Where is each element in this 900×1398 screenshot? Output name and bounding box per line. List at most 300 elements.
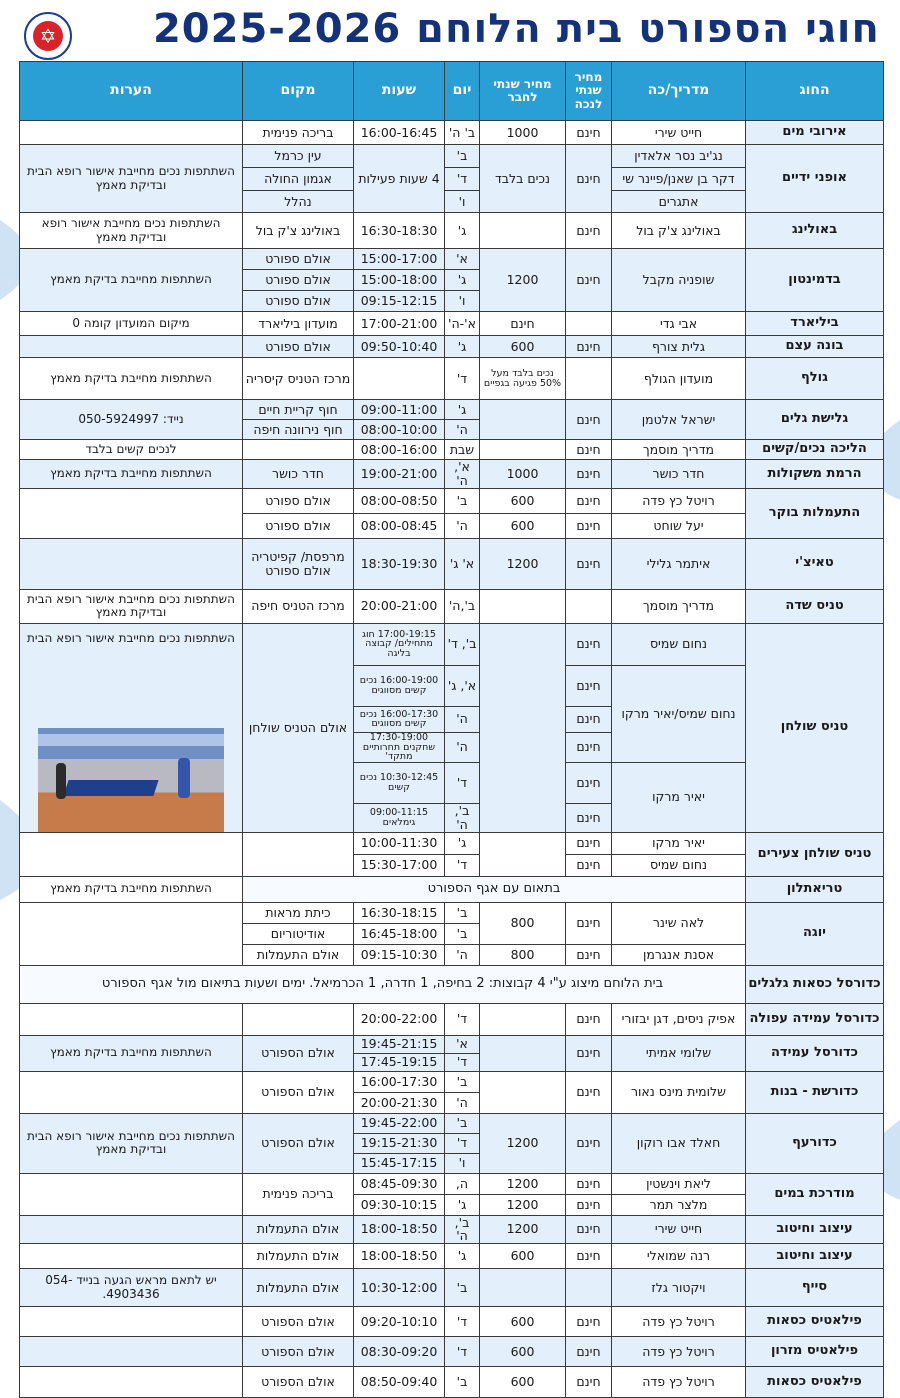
instructor: אפיק ניסים, דגן יבזורי <box>612 1003 746 1035</box>
place <box>243 832 354 876</box>
place: אולם הספורט <box>243 1071 354 1113</box>
place: אולם הספורט <box>243 1337 354 1367</box>
banner-text: בתאום עם אגף הספורט <box>243 876 746 902</box>
activity-name: כדורעף <box>746 1113 884 1173</box>
place: מרכז הטניס קיסריה <box>243 358 354 400</box>
col-activity: החוג <box>746 62 884 121</box>
notes <box>20 1003 243 1035</box>
notes: מיקום המועדון קומה 0 <box>20 312 243 336</box>
day: ה' <box>445 944 480 965</box>
price-disabled: חינם <box>566 804 612 833</box>
price-disabled <box>566 589 612 623</box>
day: ג' <box>445 400 480 420</box>
day: ד' <box>445 1307 480 1337</box>
day: שבת <box>445 440 480 460</box>
activity-name: בונה עצם <box>746 336 884 358</box>
hours: 19:45-21:15 <box>354 1035 445 1053</box>
price-disabled: חינם <box>566 762 612 803</box>
day: א' <box>445 249 480 270</box>
instructor: נחום שמיס <box>612 854 746 876</box>
instructor: דקר בן שאנן/פיינר שי <box>612 168 746 191</box>
table-row <box>20 121 884 145</box>
day: ה, <box>445 1173 480 1194</box>
price-member: 800 <box>480 902 566 944</box>
page-title: חוגי הספורט בית הלוחם 2025-2026 <box>152 6 880 52</box>
table-row <box>20 145 884 168</box>
day: ב' <box>445 488 480 513</box>
activity-name: טניס שולחן <box>746 623 884 832</box>
place: אולם הטניס שולחן <box>243 623 354 832</box>
price-disabled: חינם <box>566 400 612 440</box>
place: אודיטוריום <box>243 923 354 944</box>
instructor: חייט שירי <box>612 1215 746 1244</box>
price-member <box>480 400 566 440</box>
place: אולם ספורט <box>243 488 354 513</box>
price-member: 600 <box>480 1244 566 1269</box>
price-disabled: חינם <box>566 1035 612 1071</box>
price-disabled: חינם <box>566 1337 612 1367</box>
price-member: 600 <box>480 488 566 513</box>
hours: 15:30-17:00 <box>354 854 445 876</box>
price-member <box>480 832 566 876</box>
instructor: איתמר גלילי <box>612 538 746 589</box>
hours: 10:30-12:00 <box>354 1269 445 1307</box>
activity-name: התעמלות בוקר <box>746 488 884 538</box>
day: ד' <box>445 358 480 400</box>
price-disabled: חינם <box>566 832 612 854</box>
day: ג' <box>445 1244 480 1269</box>
price-member: 600 <box>480 336 566 358</box>
notes <box>20 1071 243 1113</box>
instructor: יאיר מרקו <box>612 832 746 854</box>
hours: 08:00-10:00 <box>354 420 445 440</box>
notes: יש לתאם מראש הגעה בנייד 054-4903436. <box>20 1269 243 1307</box>
notes <box>20 121 243 145</box>
instructor: יעל שוחט <box>612 513 746 538</box>
instructor: מדריך מוסמך <box>612 440 746 460</box>
place: בריכה פנימית <box>243 1173 354 1215</box>
day: ד' <box>445 1003 480 1035</box>
price-disabled: חינם <box>566 1367 612 1398</box>
price-disabled: חינם <box>566 1215 612 1244</box>
activity-name: באולינג <box>746 213 884 249</box>
price-member <box>480 213 566 249</box>
place: אולם הספורט <box>243 1367 354 1398</box>
place: בריכה פנימית <box>243 121 354 145</box>
hours: 16:45-18:00 <box>354 923 445 944</box>
place <box>243 440 354 460</box>
day: ב' <box>445 1367 480 1398</box>
price-disabled: חינם <box>566 1173 612 1194</box>
instructor: חייט שירי <box>612 121 746 145</box>
price-disabled: חינם <box>566 336 612 358</box>
price-disabled: חינם <box>566 513 612 538</box>
instructor: באולינג צ'ק בול <box>612 213 746 249</box>
place: אולם ספורט <box>243 249 354 270</box>
activity-name: טריאתלון <box>746 876 884 902</box>
price-disabled: חינם <box>566 1071 612 1113</box>
table-row <box>20 336 884 358</box>
notes <box>20 902 243 965</box>
day: ד' <box>445 168 480 191</box>
hours: 20:00-22:00 <box>354 1003 445 1035</box>
notes <box>20 623 243 832</box>
hours: 17:30-19:00 שחקנים תחרותיים מתקד' <box>354 732 445 762</box>
place: אולם ספורט <box>243 336 354 358</box>
hours: 10:00-11:30 <box>354 832 445 854</box>
activity-name: פילאטיס מזרון <box>746 1337 884 1367</box>
activity-name: פילאטיס כסאות <box>746 1367 884 1398</box>
price-member <box>480 1071 566 1113</box>
star-of-david-logo: ✡ <box>24 12 72 60</box>
place: חדר כושר <box>243 460 354 489</box>
day: ב' <box>445 902 480 923</box>
instructor: אבי גדי <box>612 312 746 336</box>
instructor: מועדון הגולף <box>612 358 746 400</box>
notes: השתתפות מחייבת בדיקת מאמץ <box>20 460 243 489</box>
day: ב', ה' <box>445 1215 480 1244</box>
place: באולינג צ'ק בול <box>243 213 354 249</box>
instructor: רויטל כץ פדה <box>612 1307 746 1337</box>
hours: 17:00-19:15 חוג מתחילים/ קבוצה בליגה <box>354 623 445 665</box>
price-member: נכים בלבד <box>480 145 566 213</box>
table-row <box>20 358 884 400</box>
table-row <box>20 965 884 1003</box>
hours: 10:30-12:45 נכים קשים <box>354 762 445 803</box>
activity-name: כדורסל עמידה <box>746 1035 884 1071</box>
table-row <box>20 460 884 489</box>
table-tennis-photo <box>38 728 224 832</box>
hours: 18:00-18:50 <box>354 1215 445 1244</box>
price-disabled: חינם <box>566 1003 612 1035</box>
hours: 20:00-21:30 <box>354 1092 445 1113</box>
notes: השתתפות נכים מחייבת אישור רופא הבית ובדיקת מאמץ <box>20 1113 243 1173</box>
table-row <box>20 1269 884 1307</box>
notes <box>20 1307 243 1337</box>
instructor: שלומית מינס נאור <box>612 1071 746 1113</box>
notes: השתתפות מחייבת בדיקת מאמץ <box>20 1035 243 1071</box>
hours: 09:00-11:00 <box>354 400 445 420</box>
place: מרפסת/ קפיטריה אולם ספורט <box>243 538 354 589</box>
place: עין כרמל <box>243 145 354 168</box>
instructor: אתגרים <box>612 191 746 213</box>
col-day: יום <box>445 62 480 121</box>
price-disabled: חינם <box>566 1307 612 1337</box>
activity-name: טניס שדה <box>746 589 884 623</box>
header <box>0 0 900 60</box>
price-member <box>480 440 566 460</box>
hours: 09:00-11:15 גימלאים <box>354 804 445 833</box>
hours: 18:30-19:30 <box>354 538 445 589</box>
day: ב' <box>445 1269 480 1307</box>
table-row <box>20 876 884 902</box>
table-row <box>20 1244 884 1269</box>
table-row <box>20 538 884 589</box>
schedule-table <box>19 61 884 1398</box>
hours: 09:50-10:40 <box>354 336 445 358</box>
day: ד' <box>445 854 480 876</box>
instructor: רויטל כץ פדה <box>612 1367 746 1398</box>
day: ד' <box>445 1053 480 1071</box>
col-notes: הערות <box>20 62 243 121</box>
hours: 18:00-18:50 <box>354 1244 445 1269</box>
place: אולם התעמלות <box>243 1215 354 1244</box>
table-row <box>20 249 884 270</box>
price-disabled: חינם <box>566 145 612 213</box>
day: ג' <box>445 1194 480 1215</box>
notes <box>20 1173 243 1215</box>
day: ג' <box>445 832 480 854</box>
day: ב' <box>445 923 480 944</box>
hours: 16:00-17:30 <box>354 1071 445 1092</box>
price-disabled <box>566 1269 612 1307</box>
notes <box>20 1367 243 1398</box>
hours: 15:00-18:00 <box>354 270 445 291</box>
col-price-member: מחיר שנתי לחבר <box>480 62 566 121</box>
instructor: ויקטור גלז <box>612 1269 746 1307</box>
activity-name: סייף <box>746 1269 884 1307</box>
day: ד' <box>445 1133 480 1153</box>
day: ג' <box>445 213 480 249</box>
activity-name: הרמת משקולות <box>746 460 884 489</box>
activity-name: בדמינטון <box>746 249 884 312</box>
notes-text: השתתפות נכים מחייבת אישור רופא הבית <box>27 630 235 645</box>
activity-name: אופני ידיים <box>746 145 884 213</box>
table-row <box>20 1003 884 1035</box>
price-member: 1200 <box>480 1113 566 1173</box>
place <box>243 1003 354 1035</box>
hours: 17:45-19:15 <box>354 1053 445 1071</box>
day: ב' <box>445 1113 480 1133</box>
price-member: 600 <box>480 1367 566 1398</box>
place: אולם הספורט <box>243 1035 354 1071</box>
day: ה' <box>445 732 480 762</box>
day: ו' <box>445 291 480 312</box>
notes: נייד: 050-5924997 <box>20 400 243 440</box>
activity-name: גולף <box>746 358 884 400</box>
activity-name: מודרכת במים <box>746 1173 884 1215</box>
activity-name: יוגה <box>746 902 884 965</box>
instructor: אסנת אנגרמן <box>612 944 746 965</box>
hours: 08:00-08:45 <box>354 513 445 538</box>
hours: 19:15-21:30 <box>354 1133 445 1153</box>
notes: לנכים קשים בלבד <box>20 440 243 460</box>
notes: השתתפות נכים מחייבת אישור רופא ובדיקת מאמץ <box>20 213 243 249</box>
price-disabled: חינם <box>566 488 612 513</box>
notes: השתתפות נכים מחייבת אישור רופא הבית ובדיקת מאמץ <box>20 145 243 213</box>
notes: השתתפות מחייבת בדיקת מאמץ <box>20 249 243 312</box>
table-row <box>20 1035 884 1053</box>
instructor: יאיר מרקו <box>612 762 746 832</box>
price-disabled: חינם <box>566 440 612 460</box>
hours: 09:30-10:15 <box>354 1194 445 1215</box>
day: ו' <box>445 191 480 213</box>
hours: 16:30-18:15 <box>354 902 445 923</box>
instructor: נחום שמיס <box>612 623 746 665</box>
hours: 09:20-10:10 <box>354 1307 445 1337</box>
price-member <box>480 623 566 832</box>
hours: 08:00-08:50 <box>354 488 445 513</box>
hours: 16:00-16:45 <box>354 121 445 145</box>
place: חוף נירוונה חיפה <box>243 420 354 440</box>
activity-name: כדורשת - בנות <box>746 1071 884 1113</box>
table-row <box>20 623 884 665</box>
price-disabled <box>566 312 612 336</box>
hours: 08:30-09:20 <box>354 1337 445 1367</box>
price-disabled <box>566 358 612 400</box>
hours <box>354 358 445 400</box>
price-member: 600 <box>480 1337 566 1367</box>
price-member: חינם <box>480 312 566 336</box>
day: ב' ה' <box>445 121 480 145</box>
table-header-row <box>20 62 884 121</box>
instructor: רנה שמואלי <box>612 1244 746 1269</box>
instructor: ישראל אלטמן <box>612 400 746 440</box>
hours: 15:45-17:15 <box>354 1153 445 1173</box>
price-member <box>480 1035 566 1071</box>
price-member: 1000 <box>480 121 566 145</box>
place: מועדון ביליארד <box>243 312 354 336</box>
price-disabled: חינם <box>566 1113 612 1173</box>
activity-name: טניס שולחן צעירים <box>746 832 884 876</box>
day: א', ה' <box>445 460 480 489</box>
place: אולם הספורט <box>243 1113 354 1173</box>
table-row <box>20 1215 884 1244</box>
hours: 09:15-10:30 <box>354 944 445 965</box>
day: א' ג' <box>445 538 480 589</box>
place: נהלל <box>243 191 354 213</box>
place: אולם ספורט <box>243 513 354 538</box>
instructor: גלית צורף <box>612 336 746 358</box>
instructor: חדר כושר <box>612 460 746 489</box>
activity-name: טאיצ'י <box>746 538 884 589</box>
col-place: מקום <box>243 62 354 121</box>
price-disabled: חינם <box>566 732 612 762</box>
day: ב', ד' <box>445 623 480 665</box>
place: אולם התעמלות <box>243 1244 354 1269</box>
day: ב' <box>445 1071 480 1092</box>
activity-name: ביליארד <box>746 312 884 336</box>
hours: 08:50-09:40 <box>354 1367 445 1398</box>
price-disabled: חינם <box>566 121 612 145</box>
place: אולם ספורט <box>243 270 354 291</box>
place: מרכז הטניס חיפה <box>243 589 354 623</box>
instructor: חאלד אבו רוקון <box>612 1113 746 1173</box>
hours: 16:00-19:00 נכים קשים מסווגים <box>354 665 445 706</box>
instructor: רויטל כץ פדה <box>612 488 746 513</box>
col-price-disabled: מחיר שנתי לנכה <box>566 62 612 121</box>
price-disabled: חינם <box>566 854 612 876</box>
activity-name: כדורסל כסאות גלגלים <box>746 965 884 1003</box>
place: אולם התעמלות <box>243 944 354 965</box>
table-row <box>20 1071 884 1092</box>
day: ד' <box>445 1337 480 1367</box>
activity-name: פילאטיס כסאות <box>746 1307 884 1337</box>
price-member: 600 <box>480 513 566 538</box>
price-member: 1200 <box>480 1173 566 1194</box>
instructor: נג'יב נסר אלאדין <box>612 145 746 168</box>
hours: 4 שעות פעילות <box>354 145 445 213</box>
instructor: מלצר תמר <box>612 1194 746 1215</box>
instructor: לאה שינר <box>612 902 746 944</box>
price-disabled: חינם <box>566 665 612 706</box>
day: א', ג' <box>445 665 480 706</box>
table-row <box>20 1307 884 1337</box>
table-row <box>20 902 884 923</box>
hours: 19:45-22:00 <box>354 1113 445 1133</box>
day: ב' <box>445 145 480 168</box>
place: אולם ספורט <box>243 291 354 312</box>
hours: 15:00-17:00 <box>354 249 445 270</box>
instructor: נחום שמיס/יאיר מרקו <box>612 665 746 762</box>
day: ה' <box>445 513 480 538</box>
price-disabled: חינם <box>566 1244 612 1269</box>
price-member <box>480 1003 566 1035</box>
activity-name: כדורסל עמידה עפולה <box>746 1003 884 1035</box>
day: א'-ה' <box>445 312 480 336</box>
col-hours: שעות <box>354 62 445 121</box>
instructor: מדריך מוסמך <box>612 589 746 623</box>
activity-name: אירובי מים <box>746 121 884 145</box>
notes <box>20 1215 243 1244</box>
price-disabled: חינם <box>566 538 612 589</box>
day: ו' <box>445 1153 480 1173</box>
instructor: ליאת וינשטין <box>612 1173 746 1194</box>
activity-name: גלישת גלים <box>746 400 884 440</box>
table-row <box>20 589 884 623</box>
price-member: נכים בלבד מעל 50% פגיעה בגפיים <box>480 358 566 400</box>
price-member: 1200 <box>480 249 566 312</box>
table-row <box>20 832 884 854</box>
day: ג' <box>445 270 480 291</box>
hours: 08:45-09:30 <box>354 1173 445 1194</box>
day: ד' <box>445 762 480 803</box>
price-member: 1200 <box>480 538 566 589</box>
notes <box>20 832 243 876</box>
day: ה' <box>445 706 480 732</box>
notes: השתתפות מחייבת בדיקת מאמץ <box>20 358 243 400</box>
price-member: 800 <box>480 944 566 965</box>
place: אגמון החולה <box>243 168 354 191</box>
price-disabled: חינם <box>566 944 612 965</box>
day: ה' <box>445 1092 480 1113</box>
price-disabled: חינם <box>566 213 612 249</box>
table-row <box>20 1337 884 1367</box>
col-instructor: מדריך/כה <box>612 62 746 121</box>
table-row <box>20 213 884 249</box>
table-row <box>20 1113 884 1133</box>
place: אולם התעמלות <box>243 1269 354 1307</box>
notes <box>20 1244 243 1269</box>
hours: 16:00-17:30 נכים קשים מסווגים <box>354 706 445 732</box>
table-row <box>20 488 884 513</box>
price-member <box>480 1269 566 1307</box>
instructor: שופניה מקבל <box>612 249 746 312</box>
price-member <box>480 589 566 623</box>
price-member: 600 <box>480 1307 566 1337</box>
place: כיתת מראות <box>243 902 354 923</box>
notes <box>20 1337 243 1367</box>
hours: 17:00-21:00 <box>354 312 445 336</box>
day: ג' <box>445 336 480 358</box>
activity-name: הליכה נכים/קשים <box>746 440 884 460</box>
activity-name: עיצוב וחיטוב <box>746 1244 884 1269</box>
notes: השתתפות מחייבת בדיקת מאמץ <box>20 876 243 902</box>
price-disabled: חינם <box>566 902 612 944</box>
price-disabled: חינם <box>566 460 612 489</box>
hours: 16:30-18:30 <box>354 213 445 249</box>
notes: השתתפות נכים מחייבת אישור רופא הבית ובדיקת מאמץ <box>20 589 243 623</box>
